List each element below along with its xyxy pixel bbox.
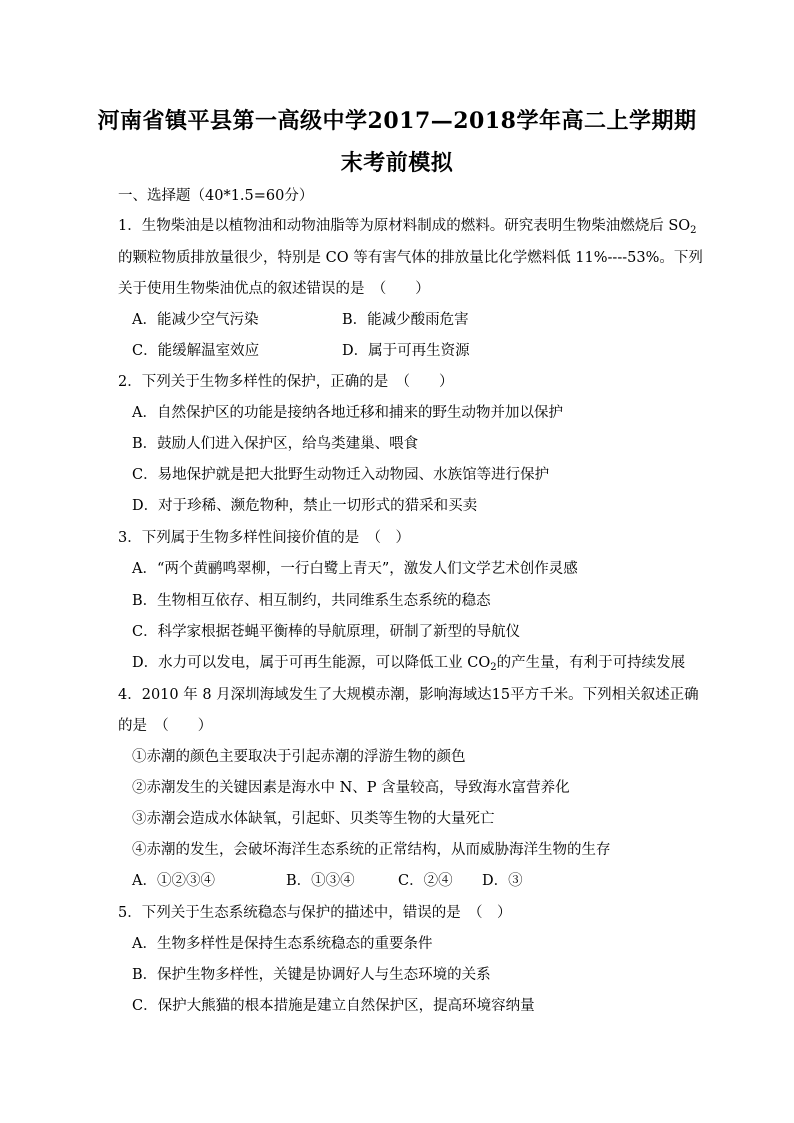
q4-option-b: B．①③④ — [286, 873, 355, 889]
q4-statement-2: ②赤潮发生的关键因素是海水中 N、P 含量较高，导致海水富营养化 — [132, 780, 570, 796]
q1-option-b: B．能减少酸雨危害 — [342, 312, 469, 328]
q1-stem-line3: 关于使用生物柴油优点的叙述错误的是 （ ） — [118, 281, 430, 297]
q4-option-d: D．③ — [482, 873, 523, 889]
q4-statement-1: ①赤潮的颜色主要取决于引起赤潮的浮游生物的颜色 — [132, 749, 466, 765]
q5-option-b: B．保护生物多样性，关键是协调好人与生态环境的关系 — [132, 967, 491, 983]
document-title-line2: 末考前模拟 — [340, 150, 454, 176]
q3-option-a: A．“两个黄鹂鸣翠柳，一行白鹭上青天”，激发人们文学艺术创作灵感 — [132, 561, 578, 577]
q3-option-c: C．科学家根据苍蝇平衡棒的导航原理，研制了新型的导航仪 — [132, 624, 521, 640]
q2-option-d: D．对于珍稀、濒危物种，禁止一切形式的猎采和买卖 — [132, 498, 478, 514]
q5-option-a: A．生物多样性是保持生态系统稳态的重要条件 — [132, 936, 433, 952]
section-heading: 一、选择题（40*1.5=60分） — [118, 188, 314, 204]
q1-option-d: D．属于可再生资源 — [342, 343, 470, 359]
q4-option-a: A．①②③④ — [132, 873, 215, 889]
q4-statement-4: ④赤潮的发生，会破坏海洋生态系统的正常结构，从而威胁海洋生物的生存 — [132, 842, 611, 858]
q1-stem-line2: 的颗粒物质排放量很少，特别是 CO 等有害气体的排放量比化学燃料低 11%----53%。下列 — [118, 250, 703, 266]
q3-stem: 3．下列属于生物多样性间接价值的是 （ ） — [118, 530, 410, 546]
q4-stem-line1: 4．2010 年 8 月深圳海域发生了大规模赤潮，影响海域达15平方千米。下列相关叙述正确 — [118, 687, 699, 703]
q5-option-c: C．保护大熊猫的根本措施是建立自然保护区，提高环境容纳量 — [132, 998, 535, 1014]
q5-stem: 5．下列关于生态系统稳态与保护的描述中，错误的是 （ ） — [118, 905, 512, 921]
q3-option-d: D．水力可以发电，属于可再生能源，可以降低工业 $CO_2$的产生量，有利于可持续发展 — [132, 655, 686, 673]
q2-option-b: B．鼓励人们进入保护区，给鸟类建巢、喂食 — [132, 436, 419, 452]
q1-option-a: A．能减少空气污染 — [132, 312, 259, 328]
q1-option-c: C．能缓解温室效应 — [132, 343, 260, 359]
q4-statement-3: ③赤潮会造成水体缺氧，引起虾、贝类等生物的大量死亡 — [132, 811, 495, 827]
document-title-line1: 河南省镇平县第一高级中学2017—2018学年高二上学期期 — [97, 108, 697, 134]
q3-option-b: B．生物相互依存、相互制约，共同维系生态系统的稳态 — [132, 593, 491, 609]
q4-option-c: C．②④ — [398, 873, 453, 889]
q2-stem: 2．下列关于生物多样性的保护，正确的是 （ ） — [118, 374, 454, 390]
q2-option-c: C．易地保护就是把大批野生动物迁入动物园、水族馆等进行保护 — [132, 467, 550, 483]
q1-stem-line1: 1．生物柴油是以植物油和动物油脂等为原材料制成的燃料。研究表明生物柴油燃烧后 $SO_2$ — [118, 218, 697, 236]
q4-stem-line2: 的是 （ ） — [118, 718, 213, 734]
q2-option-a: A．自然保护区的功能是接纳各地迁移和捕来的野生动物并加以保护 — [132, 405, 563, 421]
